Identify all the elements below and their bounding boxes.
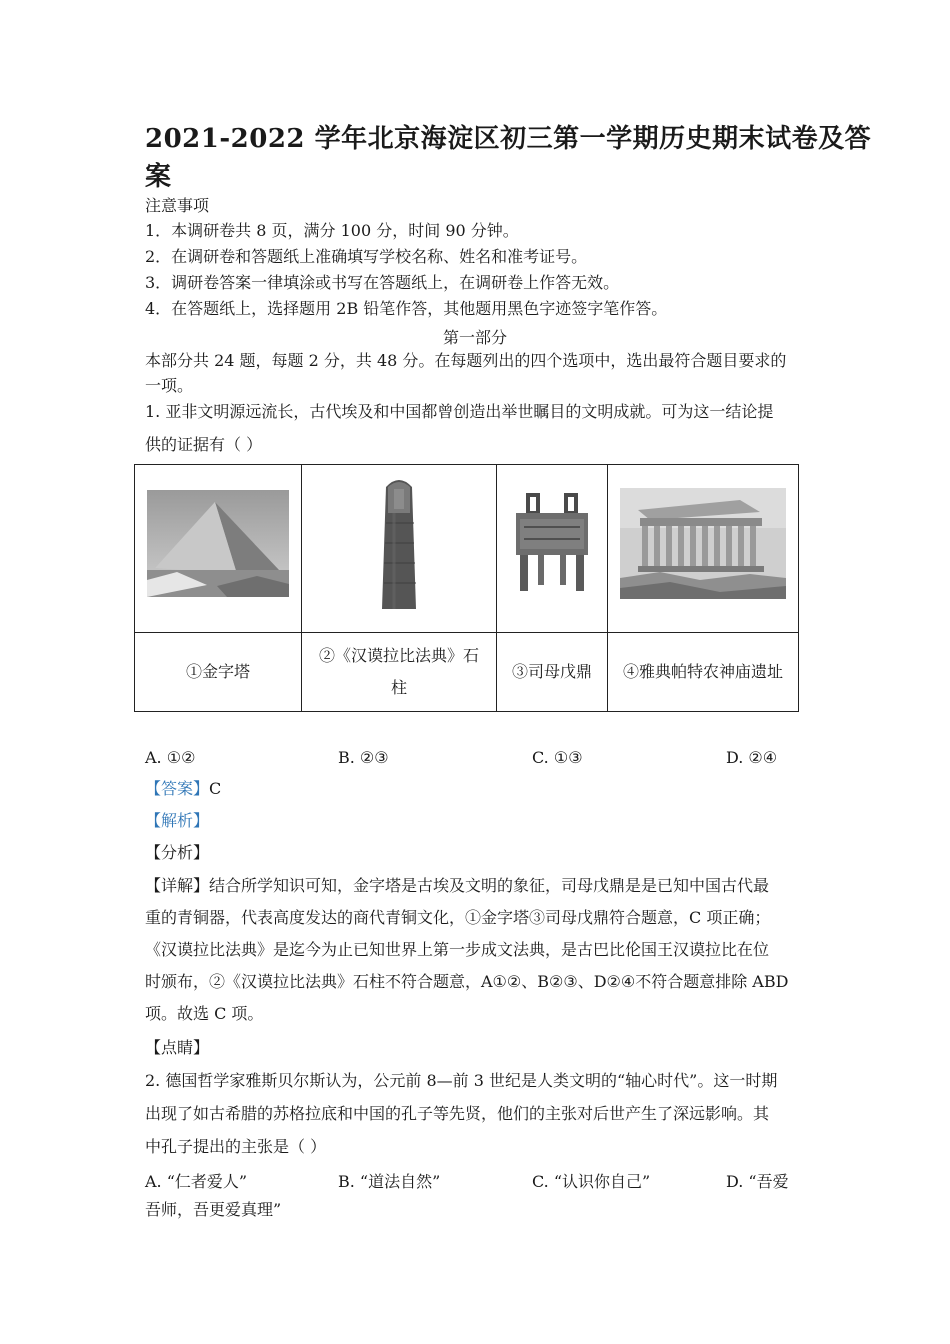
code-stele-caption <box>302 633 497 712</box>
q2-option-a: A. “仁者爱人” <box>145 1172 248 1191</box>
q2-stem-cont: 出现了如古希腊的苏格拉底和中国的孔子等先贤，他们的主张对后世产生了深远影响。其 <box>145 1104 770 1123</box>
pyramid-image <box>147 490 289 597</box>
bronze-ding-caption: ③司母戊鼎 <box>497 633 608 712</box>
q1-detail-line: 【详解】结合所学知识可知，金字塔是古埃及文明的象征，司母戊鼎是是已知中国古代最 <box>145 876 770 895</box>
part-intro: 本部分共 24 题，每题 2 分，共 48 分。在每题列出的四个选项中，选出最符合题目要求的 <box>145 351 787 370</box>
notice-item: 2．在调研卷和答题纸上准确填写学校名称、姓名和准考证号。 <box>145 247 588 266</box>
code-stele-image-cell <box>302 465 497 633</box>
notice-item: 1．本调研卷共 8 页，满分 100 分，时间 90 分钟。 <box>145 221 519 240</box>
q1-detail-line: 重的青铜器，代表高度发达的商代青铜文化，①金字塔③司母戊鼎符合题意，C 项正确； <box>145 908 771 927</box>
answer-label: 【答案】 <box>145 779 210 798</box>
bronze-ding-image-cell <box>497 465 608 633</box>
q2-option-c: C. “认识你自己” <box>532 1172 651 1191</box>
code-stele-caption-line-cont: 柱 <box>390 678 407 697</box>
dianjing-label: 【点睛】 <box>145 1038 210 1057</box>
q2-option-b: B. “道法自然” <box>338 1172 441 1191</box>
q1-option-c: C. ①③ <box>532 748 583 767</box>
fenxi-label: 【分析】 <box>145 843 210 862</box>
bronze-ding-image <box>506 493 598 593</box>
code-stele-image <box>374 473 424 613</box>
q1-option-a: A. ①② <box>145 748 196 767</box>
parthenon-image-cell <box>608 465 799 633</box>
document-title-cont: 案 <box>145 162 172 192</box>
part-heading: 第一部分 <box>442 328 507 347</box>
part-intro-cont: 一项。 <box>145 376 194 395</box>
q2-stem-cont: 中孔子提出的主张是（ ） <box>145 1137 327 1156</box>
notice-item: 3．调研卷答案一律填涂或书写在答题纸上，在调研卷上作答无效。 <box>145 273 620 292</box>
q1-stem-cont: 供的证据有（ ） <box>145 435 263 454</box>
q1-detail-line: 项。故选 C 项。 <box>145 1004 264 1023</box>
document-title: 2021-2022 学年北京海淀区初三第一学期历史期末试卷及答 <box>145 124 872 154</box>
q1-stem: 1. 亚非文明源远流长，古代埃及和中国都曾创造出举世瞩目的文明成就。可为这一结论提 <box>145 402 774 421</box>
q2-option-d-cont: 吾师，吾更爱真理” <box>145 1200 282 1219</box>
analysis-label: 【解析】 <box>145 811 210 830</box>
q1-option-d: D. ②④ <box>726 748 778 767</box>
q1-image-table <box>134 464 799 712</box>
pyramid-caption: ①金字塔 <box>135 633 302 712</box>
pyramid-image-cell <box>135 465 302 633</box>
q1-detail-line: 时颁布，②《汉谟拉比法典》石柱不符合题意，A①②、B②③、D②④不符合题意排除 ABD <box>145 972 789 991</box>
q1-option-b: B. ②③ <box>338 748 389 767</box>
parthenon-caption: ④雅典帕特农神庙遗址 <box>608 633 799 712</box>
q1-answer <box>145 779 221 799</box>
q2-option-d: D. “吾爱 <box>726 1172 789 1191</box>
notice-item: 4．在答题纸上，选择题用 2B 铅笔作答，其他题用黑色字迹签字笔作答。 <box>145 299 668 318</box>
parthenon-image <box>620 488 786 599</box>
q1-detail-line: 《汉谟拉比法典》是迄今为止已知世界上第一步成文法典，是古巴比伦国王汉谟拉比在位 <box>145 940 770 959</box>
notice-heading: 注意事项 <box>145 196 210 215</box>
q2-stem: 2. 德国哲学家雅斯贝尔斯认为，公元前 8—前 3 世纪是人类文明的“轴心时代”。这一时期 <box>145 1071 778 1090</box>
code-stele-caption-line: ②《汉谟拉比法典》石 <box>318 646 479 665</box>
answer-value: C <box>209 779 222 798</box>
